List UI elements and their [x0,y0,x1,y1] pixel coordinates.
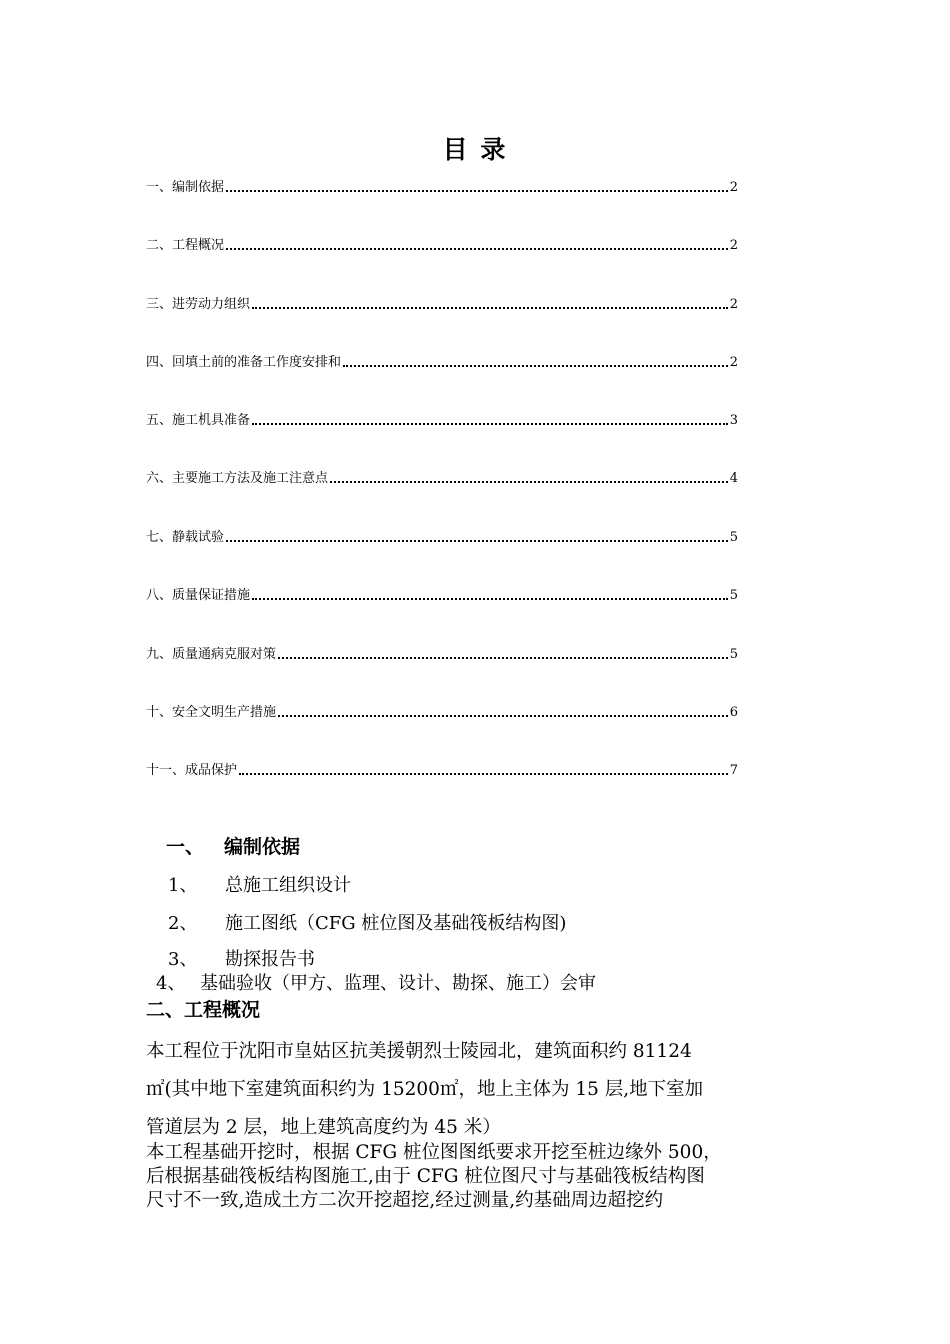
toc-entry [146,467,738,487]
toc-entry-page: 2 [729,297,738,312]
toc-entry [146,176,738,196]
basis-item [168,945,315,971]
toc-dot-leader [226,540,728,542]
toc-entry-page: 2 [729,180,738,195]
toc-entry-label: 十一、成品保护 [146,763,238,778]
paragraph-line: 尺寸不一致,造成土方二次开挖超挖,经过测量,约基础周边超挖约 [146,1190,664,1211]
toc-entry [146,351,738,371]
toc-entry-label: 八、质量保证措施 [146,588,251,603]
toc-entry-label: 二、工程概况 [146,238,225,253]
paragraph-line: 后根据基础筏板结构图施工,由于 CFG 桩位图尺寸与基础筏板结构图 [146,1166,705,1187]
toc-entry-page: 2 [729,355,738,370]
toc-entry-label: 五、施工机具准备 [146,413,251,428]
toc-entry-label: 六、主要施工方法及施工注意点 [146,471,329,486]
basis-item-number: 4、 [156,973,186,994]
toc-entry [146,701,738,721]
basis-item [156,969,596,995]
toc-entry-page: 5 [729,530,738,545]
toc-dot-leader [278,715,728,717]
toc-dot-leader [252,307,728,309]
toc-entry-label: 三、进劳动力组织 [146,297,251,312]
toc-title: 目 录 [442,135,508,164]
toc-entry [146,526,738,546]
toc-dot-leader [226,248,728,250]
toc-entry-page: 2 [729,238,738,253]
toc-entry-page: 3 [729,413,738,428]
basis-item-text: 勘探报告书 [225,949,315,970]
toc-entry-page: 7 [729,763,738,778]
toc-entry-page: 5 [729,647,738,662]
basis-item [168,909,566,935]
toc-entry [146,234,738,254]
toc-entry-page: 6 [729,705,738,720]
toc-dot-leader [278,657,728,659]
toc-dot-leader [226,190,728,192]
toc-entry [146,584,738,604]
basis-item-number: 1、 [168,875,198,896]
toc-entry [146,293,738,313]
basis-item-text: 总施工组织设计 [225,875,351,896]
toc-dot-leader [343,365,728,367]
paragraph-overview [146,1037,806,1143]
paragraph-line: ㎡(其中地下室建筑面积约为 15200㎡，地上主体为 15 层,地下室加 [146,1079,704,1100]
toc-entry [146,643,738,663]
paragraph-line: 本工程位于沈阳市皇姑区抗美援朝烈士陵园北，建筑面积约 81124 [146,1041,692,1062]
paragraph-line: 管道层为 2 层，地上建筑高度约为 45 米） [146,1117,501,1138]
toc-entry-label: 七、静载试验 [146,530,225,545]
toc-entry-page: 4 [729,471,738,486]
toc-entry-label: 九、质量通病克服对策 [146,647,277,662]
basis-item-number: 2、 [168,913,198,934]
toc-dot-leader [239,773,728,775]
basis-item-number: 3、 [168,949,198,970]
toc-dot-leader [252,423,728,425]
section-title: 编制依据 [224,836,301,858]
toc-dot-leader [330,481,728,483]
toc-entry [146,759,738,779]
basis-item-text: 基础验收（甲方、监理、设计、勘探、施工）会审 [200,973,596,994]
toc-dot-leader [252,598,728,600]
paragraph-excavation [146,1141,806,1213]
toc-entry-label: 十、安全文明生产措施 [146,705,277,720]
basis-item-text: 施工图纸（CFG 桩位图及基础筏板结构图) [225,913,567,934]
section-heading: 二、工程概况 [146,999,261,1021]
paragraph-line: 本工程基础开挖时，根据 CFG 桩位图图纸要求开挖至桩边缘外 500， [146,1142,722,1163]
toc-entry-label: 一、编制依据 [146,180,225,195]
toc-entry-label: 四、回填土前的准备工作度安排和 [146,355,342,370]
toc-entry-page: 5 [729,588,738,603]
toc-entry [146,409,738,429]
basis-item [168,871,351,897]
section-heading [166,832,300,859]
section-number: 一、 [166,836,205,858]
